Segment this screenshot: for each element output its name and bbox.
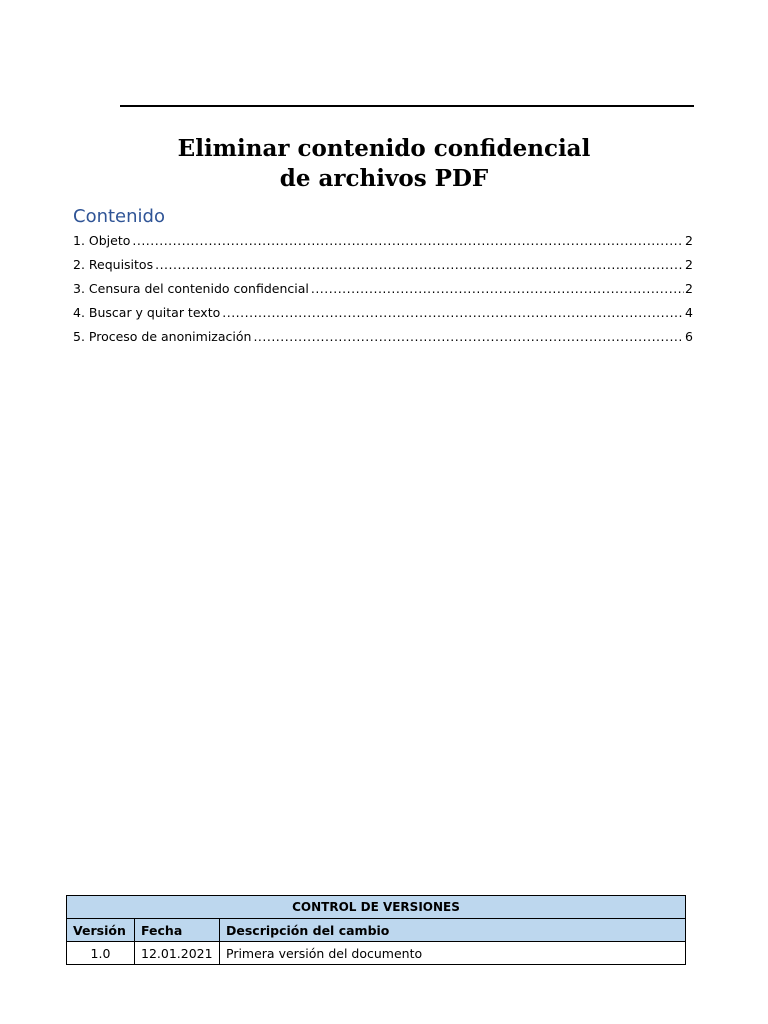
toc-dot-leader [311, 280, 684, 298]
toc-entry-censura[interactable] [73, 280, 693, 304]
version-control-table [66, 895, 686, 965]
toc-entry-page: 2 [685, 233, 693, 248]
toc-entry-page: 2 [685, 257, 693, 272]
version-table-header-row [67, 919, 686, 942]
toc-entry-objeto[interactable] [73, 232, 693, 256]
toc-entry-anonimizacion[interactable] [73, 328, 693, 352]
version-table-title-row [67, 896, 686, 919]
cell-description: Primera versión del documento [220, 942, 686, 965]
toc-dot-leader [253, 328, 684, 346]
cell-version: 1.0 [67, 942, 135, 965]
toc-entry-label: 3. Censura del contenido confidencial [73, 281, 309, 296]
version-table-title: CONTROL DE VERSIONES [67, 896, 686, 919]
toc-dot-leader [132, 232, 684, 250]
toc-entry-page: 4 [685, 305, 693, 320]
toc-entry-page: 6 [685, 329, 693, 344]
table-of-contents [73, 232, 693, 352]
toc-entry-label: 4. Buscar y quitar texto [73, 305, 221, 320]
title-line-1: Eliminar contenido confidencial [177, 135, 591, 162]
toc-entry-buscar[interactable] [73, 304, 693, 328]
cell-date: 12.01.2021 [135, 942, 220, 965]
toc-dot-leader [222, 304, 684, 322]
toc-entry-label: 5. Proceso de anonimización [73, 329, 252, 344]
column-header-version: Versión [67, 919, 135, 942]
title-line-2: de archivos PDF [279, 165, 489, 192]
table-row [67, 942, 686, 965]
column-header-date: Fecha [135, 919, 220, 942]
toc-heading: Contenido [73, 206, 165, 227]
column-header-description: Descripción del cambio [220, 919, 686, 942]
toc-entry-requisitos[interactable] [73, 256, 693, 280]
top-horizontal-rule [120, 105, 694, 107]
toc-entry-label: 2. Requisitos [73, 257, 154, 272]
toc-entry-page: 2 [685, 281, 693, 296]
document-title [0, 134, 768, 194]
toc-entry-label: 1. Objeto [73, 233, 131, 248]
toc-dot-leader [155, 256, 684, 274]
